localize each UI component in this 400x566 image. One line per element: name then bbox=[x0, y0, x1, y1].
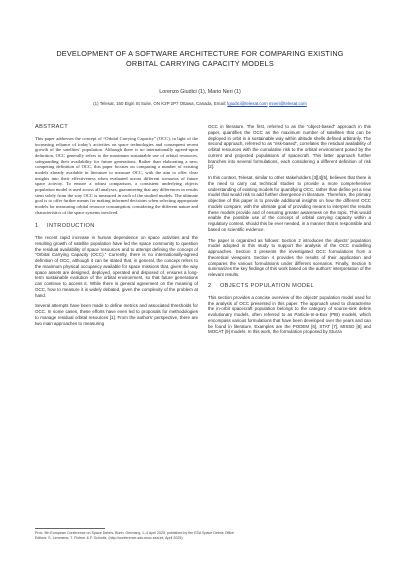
page-footer bbox=[35, 531, 365, 541]
paper-title: DEVELOPMENT OF A SOFTWARE ARCHITECTURE FOR COMPARING EXISTING ORBITAL CARRYING CAPACITY MODELS bbox=[56, 49, 344, 68]
author-affiliation bbox=[0, 101, 400, 107]
abstract-text: This paper addresses the concept of “Orbital Carrying Capacity” (OCC), in light of the increasing reliance of today’s activities on space technologies and consequent recent growth of the satellites’ population. Although there is no internationally agreed-upon definition, OCC generally refers to the maximum sustainable use of orbital resources, safeguarding their availability for future generations. Rather than elaborating a new, competing definition of OCC, this paper focuses on comparing a number of existing models already available in literature to measure OCC, with the aim to offer clear insights into their effectiveness when evaluated across different scenarios of future space activity. To ensure a robust comparison, a consistent underlying objects population model is used across all analyses, guaranteeing that any differences in results stem solely from the way OCC is measured in each of the studied models. The ultimate goal is to offer further means for making informed decisions when selecting appropriate models for measuring orbital resource consumption, considering the different nature and characteristics of the space systems involved. bbox=[35, 136, 198, 215]
body-paragraph-1: OCC in literature. The first, referred to as the “object-based” approach in this paper, quantifies the OCC as the maximum number of satellites that can be deployed in orbit in a sustainable way within altitude shells defined arbitrarily. The second approach, referred to as “risk-based”, correlates the residual availability of orbital resources with the cumulative risk to the orbital environment posed by the current and projected populations of spacecraft. This latter approach further branches into several formulations, each considering a different definition of risk [2]. bbox=[208, 124, 371, 170]
paper-authors: Lorenzo Giudici (1), Mario Neri (1) bbox=[159, 89, 241, 95]
section-title: INTRODUCTION bbox=[47, 223, 95, 230]
section-heading-objects-population bbox=[208, 283, 371, 290]
email-link-neri[interactable]: mneri@telesat.com bbox=[268, 101, 307, 106]
section-number: 1 bbox=[35, 223, 39, 230]
section-title: OBJECTS POPULATION MODEL bbox=[220, 282, 315, 289]
intro-paragraph-2: Several attempts have been made to define metrics and associated thresholds for OCC. In some cases, these efforts have even led to proposals for methodologies to manage residual orbital resources [1]. From the authors’ perspective, there are two main approaches to measuring bbox=[35, 303, 198, 326]
body-paragraph-2: In this context, Telesat, similar to other stakeholders [3][4][5], believes that there is the need to carry out technical studies to provide a more comprehensive understanding of existing models for quantifying OCC, rather than define yet a new model that would risk to add further divergence in literature. Therefore, the primary objective of this paper is to provide additional insights on how the different OCC models compare, with the ultimate goal of providing means to interpret the results these models provide and of ensuring greater awareness on the topic. This would enable the possible use of the concept of orbital carrying capacity within a regulatory context, should this be ever needed, in a manner that is responsible and based on scientific evidence. bbox=[208, 175, 371, 232]
intro-paragraph-1: The recent rapid increase in human dependence on space activities and the resulting growth of satellite population have led the space community to question the residual availability of space resources and to attempt defining the concept of “Orbital Carrying Capacity (OCC).” Currently, there is no internationally-agreed definition of OCC, although it can be stated that, in general, the concept refers to the maximum physical occupancy available for space missions that, given the way space assets are designed, deployed, operated and disposed of, ensures a long-term sustainable evolution of the orbital environment, so that future generations can continue to access it. While there is general agreement on the meaning of OCC, how to measure it is widely debated, given the complexity of the problem at hand. bbox=[35, 235, 198, 298]
body-paragraph-3: The paper is organized as follows: Section 2 introduces the objects’ population model adopted in this study to support the analysis of the OCC modelling approaches. Section 3 presents the investigated OCC formulations from a theoretical viewpoint. Section 4 provides the results of their application and compares the various formulations under different scenarios. Finally, Section 5 summarizes the key findings of this work based on the authors’ interpretation of the relevant results. bbox=[208, 237, 371, 277]
left-column bbox=[35, 124, 198, 331]
section-number: 2 bbox=[208, 282, 212, 289]
email-link-giudici[interactable]: lgiudici@telesat.com bbox=[227, 101, 268, 106]
affiliation-text: (1) Telesat, 160 Elgin St Suite, ON K2P 2P7 Ottawa, Canada, Email: bbox=[93, 101, 228, 106]
section-heading-introduction bbox=[35, 223, 198, 230]
abstract-heading: ABSTRACT bbox=[35, 124, 69, 130]
body-paragraph-4: This section provides a concise overview of the objects’ population model used for the analysis of OCC presented in this paper. The approach used to characterise the in-orbit spacecraft population belongs to the category of source-sink debris evolutionary models, often referred to as Particle-In-a-Box (PIB) models, which encompass various formulations that have been developed over the years and can be found in literature. Examples are the PODEM [6], STAT [7], MISSD [8] and MOCAT [9] models. In this work, the formulation proposed by Sturza bbox=[208, 294, 371, 335]
footer-line-proceedings: Proc. 9th European Conference on Space Debris, Bonn, Germany, 1–4 April 2025, published by the ESA Space Debris Office bbox=[35, 531, 235, 535]
footer-line-editors: Editors: S. Lemmens, T. Flohrer & F. Schmitz, (http://conference.sdo.esoc.esa.int, April 2025) bbox=[35, 536, 183, 540]
footnote-rule bbox=[35, 528, 105, 529]
right-column bbox=[208, 124, 371, 340]
